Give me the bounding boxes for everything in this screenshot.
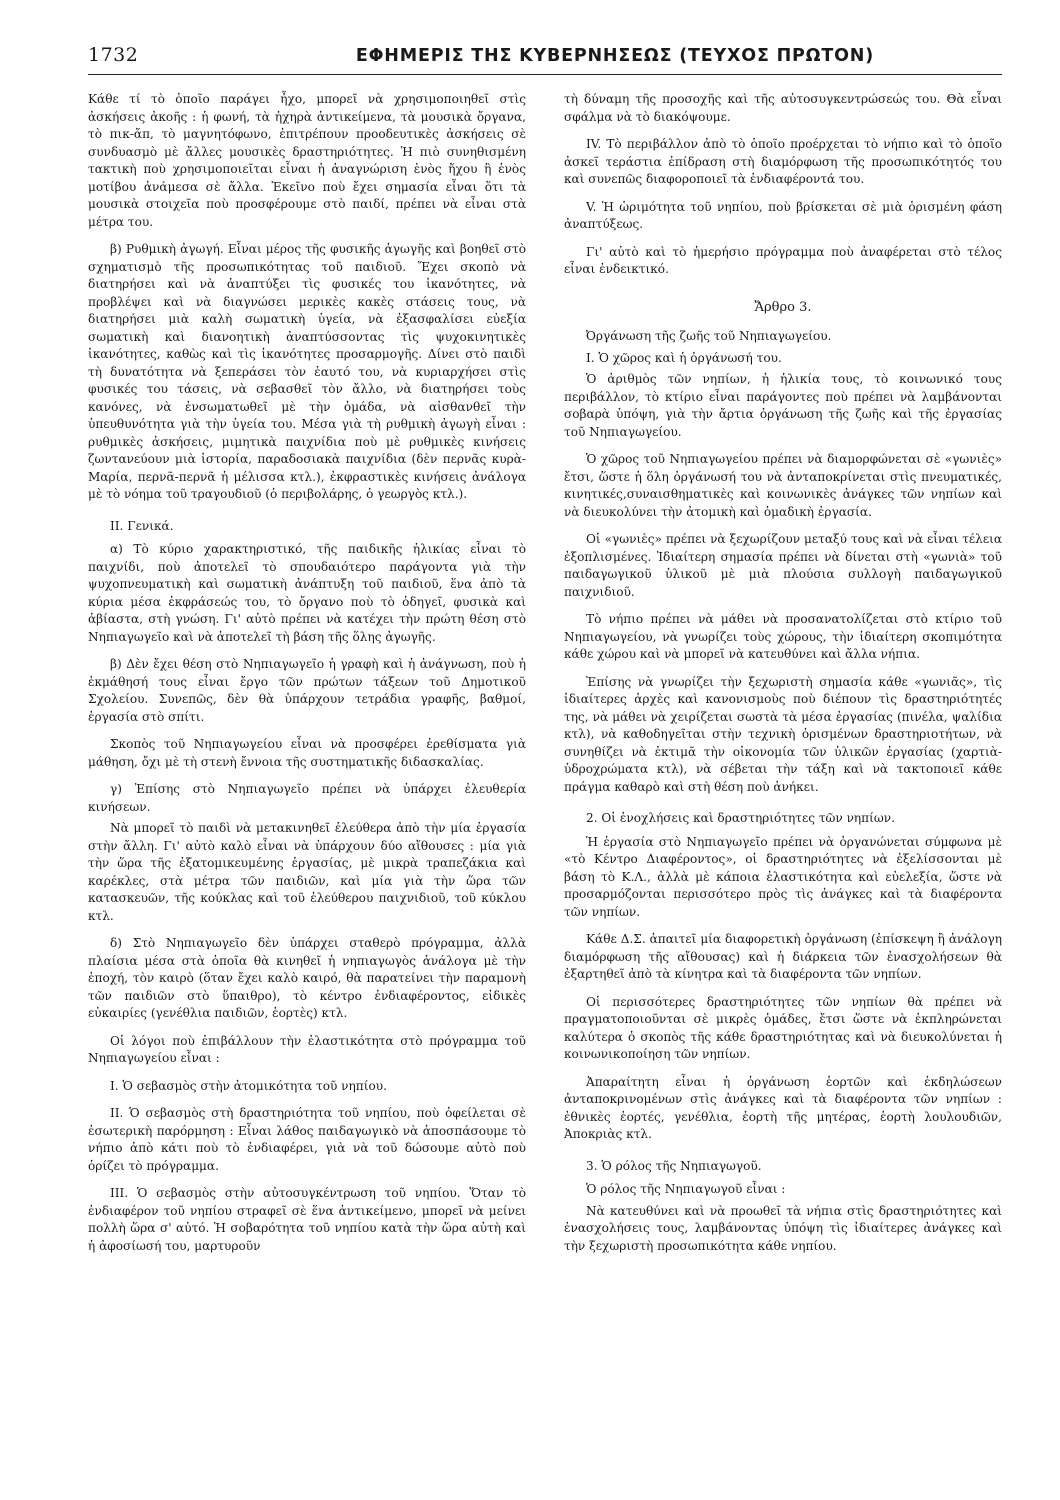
paragraph: β) Ρυθμικὴ ἀγωγή. Εἶναι μέρος τῆς φυσικῆς ἀγωγῆς καὶ βοηθεῖ στὸ σχηματισμὸ τῆς προσωπικότητας τοῦ παιδιοῦ. Ἔχει σκοπὸ νὰ διατηρήσει καὶ νὰ ἀναπτύξει τὶς φυσικές του ἱκανότητες, νὰ προβλέψει καὶ νὰ διαγνώσει μερικὲς κακὲς στάσεις τους, νὰ διατηρήσει μιὰ καλὴ σωματικὴ ὑγεία, νὰ ἐξασφαλίσει εὐεξία σωματικὴ καὶ διανοητικὴ ἀναπτύσσοντας τὶς ψυχοκινητικὲς ἱκανότητες, καθὼς καὶ τὶς ἱκανότητες προσαρμογῆς. Δίνει στὸ παιδὶ τὴ δυνατότητα νὰ ξεπεράσει τὸν ἑαυτό του, νὰ κυριαρχήσει στὶς φυσικές του τάσεις, νὰ σεβασθεῖ τὸν ἄλλο, νὰ διατηρήσει τοὺς κανόνες, νὰ ἐνσωματωθεῖ μὲ τὴν ὁμάδα, νὰ αἰσθανθεῖ τὴν ὑπευθυνότητα γιὰ τὴν ὑγεία του. Μέσα γιὰ τὴ ρυθμικὴ ἀγωγὴ εἶναι : ρυθμικὲς ἀσκήσεις, μιμητικὰ παιχνίδια ποὺ μὲ ρυθμικὲς κινήσεις ζωντανεύουν μιὰ ἱστορία, παραδοσιακὰ παιχνίδια (δὲν περνᾶς κυρὰ-Μαρία, περνᾶ-περνᾶ ἡ μέλισσα κτλ.), ἐκφραστικὲς κινήσεις ἀνάλογα μὲ τὸ νόημα τοῦ τραγουδιοῦ (ὁ περιβολάρης, ὁ γεωργὸς κτλ.). — [88, 242, 526, 501]
paragraph: Κάθε τί τὸ ὁποῖο παράγει ἦχο, μπορεῖ νὰ χρησιμοποιηθεῖ στὶς ἀσκήσεις ἀκοῆς : ἡ φωνή, τὰ ἠχηρὰ ἀντικείμενα, τὰ μουσικὰ ὄργανα, τὸ πικ-ἄπ, τὸ μαγνητόφωνο, ἐπιτρέπουν προοδευτικὲς ἀσκήσεις σὲ συνδυασμὸ μὲ ἄλλες μουσικὲς δραστηριότητες. Ἡ πιὸ συνηθισμένη τακτικὴ ποὺ χρησιμοποιεῖται εἶναι ἡ ἀναγνώριση ἑνὸς ἤχου ἢ ἑνὸς μοτίβου ἀνάμεσα σὲ ἄλλα. Ἐκεῖνο ποὺ ἔχει σημασία εἶναι ὅτι τὰ μουσικὰ στοιχεῖα ποὺ προσφέρουμε στὸ παιδί, πρέπει νὰ εἶναι στὰ μέτρα του. — [88, 92, 526, 229]
paragraph: Ἐπίσης νὰ γνωρίζει τὴν ξεχωριστὴ σημασία κάθε «γωνιᾶς», τὶς ἰδιαίτερες ἀρχὲς καὶ κανονισμοὺς ποὺ διέπουν τὶς δραστηριότητές της, νὰ μάθει νὰ χειρίζεται σωστὰ τὰ μέσα ἐργασίας (πινέλα, ψαλίδια κτλ), νὰ καθοδηγεῖται στὴν τεχνικὴ ὁρισμένων δραστηριοτήτων, νὰ συνηθίζει νὰ ἐκτιμᾶ τὴν οἰκονομία τῶν ὑλικῶν ἐργασίας (χαρτιὰ-ὑδροχρώματα κτλ), νὰ σέβεται τὴν τάξη καὶ νὰ τακτοποιεῖ κάθε πράγμα καθαρὸ καὶ στὴ θέση ποὺ ἀνήκει. — [564, 674, 1002, 794]
subsection-heading: 2. Οἱ ἐνοχλήσεις καὶ δραστηριότητες τῶν νηπίων. — [586, 811, 895, 825]
paragraph: Οἱ λόγοι ποὺ ἐπιβάλλουν τὴν ἐλαστικότητα στὸ πρόγραμμα τοῦ Νηπιαγωγείου εἶναι : — [88, 1033, 526, 1065]
section-heading: Ὀργάνωση τῆς ζωῆς τοῦ Νηπιαγωγείου. — [586, 329, 832, 343]
paragraph: Νὰ μπορεῖ τὸ παιδὶ νὰ μετακινηθεῖ ἐλεύθερα ἀπὸ τὴν μία ἐργασία στὴν ἄλλη. Γι' αὐτὸ καλὸ εἶναι νὰ ὑπάρχουν δύο αἴθουσες : μία γιὰ τὴν ὥρα τῆς ἐξατομικευμένης ἐργασίας, μὲ μικρὰ τραπεζάκια καὶ καρέκλες, στὰ μέτρα τῶν παιδιῶν, καὶ μία γιὰ τὴν ὥρα τῶν κατασκευῶν, τῆς κούκλας καὶ τοῦ ἐλεύθερου παιχνιδιοῦ, τοῦ κύκλου κτλ. — [88, 821, 526, 923]
paragraph: Οἱ «γωνιὲς» πρέπει νὰ ξεχωρίζουν μεταξύ τους καὶ νὰ εἶναι τέλεια ἐξοπλισμένες. Ἰδιαίτερη σημασία πρέπει νὰ δίνεται στὴ «γωνιὰ» τοῦ παιδαγωγικοῦ ὑλικοῦ μὲ μιὰ πλούσια συλλογὴ παιδαγωγικοῦ παιχνιδιοῦ. — [564, 532, 1002, 599]
right-column — [564, 91, 1002, 1265]
paragraph: III. Ὁ σεβασμὸς στὴν αὐτοσυγκέντρωση τοῦ νηπίου. Ὅταν τὸ ἐνδιαφέρον τοῦ νηπίου στραφεῖ σὲ ἕνα ἀντικείμενο, μπορεῖ νὰ μείνει πολλὴ ὥρα σ' αὐτό. Ἡ σοβαρότητα τοῦ νηπίου κατὰ τὴν ὥρα αὐτὴ καὶ ἡ ἀφοσίωσή του, μαρτυροῦν — [88, 1186, 526, 1253]
paragraph: β) Δὲν ἔχει θέση στὸ Νηπιαγωγεῖο ἡ γραφὴ καὶ ἡ ἀνάγνωση, ποὺ ἡ ἐκμάθησή τους εἶναι ἔργο τῶν πρώτων τάξεων τοῦ Δημοτικοῦ Σχολείου. Συνεπῶς, δὲν θὰ ὑπάρχουν τετράδια γραφῆς, βαθμοί, ἐργασία στὸ σπίτι. — [88, 657, 526, 724]
paragraph: Οἱ περισσότερες δραστηριότητες τῶν νηπίων θὰ πρέπει νὰ πραγματοποιοῦνται σὲ μικρὲς ὁμάδες, ἔτσι ὥστε νὰ ἐκπληρώνεται καλύτερα ὁ σκοπὸς τῆς κάθε δραστηριότητας καὶ νὰ διευκολύνεται ἡ κοινωνικοποίηση τῶν νηπίων. — [564, 994, 1002, 1061]
paragraph: IV. Τὸ περιβάλλον ἀπὸ τὸ ὁποῖο προέρχεται τὸ νήπιο καὶ τὸ ὁποῖο ἀσκεῖ τεράστια ἐπίδραση στὴ διαμόρφωση τῆς προσωπικότητός του καὶ συνεπῶς διαφοροποιεῖ τὰ ἐνδιαφέροντά του. — [564, 137, 1002, 186]
paragraph: Ἀπαραίτητη εἶναι ἡ ὀργάνωση ἑορτῶν καὶ ἐκδηλώσεων ἀνταποκρινομένων στὶς ἀνάγκες καὶ τὰ διαφέροντα τῶν νηπίων : ἐθνικὲς ἑορτές, γενέθλια, ἑορτὴ τῆς μητέρας, ἑορτὴ λουλουδιῶν, Ἀποκριὰς κτλ. — [564, 1074, 1002, 1141]
subsection-heading: 3. Ὁ ρόλος τῆς Νηπιαγωγοῦ. — [586, 1158, 762, 1173]
paragraph: Ὁ ἀριθμὸς τῶν νηπίων, ἡ ἡλικία τους, τὸ κοινωνικό τους περιβάλλον, τὸ κτίριο εἶναι παράγοντες ποὺ πρέπει νὰ λαμβάνονται σοβαρὰ ὑπόψη, γιὰ τὴν ἄρτια ὀργάνωση τῆς ζωῆς καὶ τῆς ἐργασίας τοῦ Νηπιαγωγείου. — [564, 372, 1002, 439]
paragraph: Ὁ χῶρος τοῦ Νηπιαγωγείου πρέπει νὰ διαμορφώνεται σὲ «γωνιὲς» ἔτσι, ὥστε ἡ ὅλη ὀργάνωσή του νὰ ἀνταποκρίνεται στὶς πνευματικές, κινητικές,συναισθηματικὲς καὶ κοινωνικὲς ἀνάγκες τῶν νηπίων καὶ νὰ διευκολύνει τὴν ἀτομικὴ καὶ ὁμαδικὴ ἐργασία. — [564, 452, 1002, 519]
paragraph: α) Τὸ κύριο χαρακτηριστικό, τῆς παιδικῆς ἡλικίας εἶναι τὸ παιχνίδι, ποὺ ἀποτελεῖ τὸ σπουδαιότερο παράγοντα γιὰ τὴν ψυχοπνευματικὴ καὶ σωματικὴ ἀνάπτυξη τοῦ παιδιοῦ, ἕνα ἀπὸ τὰ κύρια μέσα ἐκφράσεώς του, τὸ ὄργανο ποὺ τὸ ὁδηγεῖ, φυσικὰ καὶ ἀβίαστα, στὴ γνώση. Γι' αὐτὸ πρέπει νὰ κατέχει τὴν πρώτη θέση στὸ Νηπιαγωγεῖο καὶ νὰ ἀποτελεῖ τὴ βάση τῆς ὅλης ἀγωγῆς. — [88, 542, 526, 644]
paragraph: γ) Ἐπίσης στὸ Νηπιαγωγεῖο πρέπει νὰ ὑπάρχει ἐλευθερία κινήσεων. — [88, 782, 526, 814]
subsection-heading: I. Ὁ χῶρος καὶ ἡ ὀργάνωσή του. — [586, 350, 782, 365]
paragraph: Τὸ νήπιο πρέπει νὰ μάθει νὰ προσανατολίζεται στὸ κτίριο τοῦ Νηπιαγωγείου, νὰ γνωρίζει τοὺς χώρους, τὴν ἰδιαίτερη σκοπιμότητα κάθε χώρου καὶ νὰ μπορεῖ νὰ κατευθύνει καὶ ἄλλα νήπια. — [564, 612, 1002, 661]
paragraph: V. Ἡ ὡριμότητα τοῦ νηπίου, ποὺ βρίσκεται σὲ μιὰ ὁρισμένη φάση ἀναπτύξεως. — [564, 199, 1002, 231]
paragraph: τὴ δύναμη τῆς προσοχῆς καὶ τῆς αὐτοσυγκεντρώσεώς του. Θὰ εἶναι σφάλμα νὰ τὸ διακόψουμε. — [564, 92, 1002, 124]
paragraph: Ἡ ἐργασία στὸ Νηπιαγωγεῖο πρέπει νὰ ὀργανώνεται σύμφωνα μὲ «τὸ Κέντρο Διαφέροντος», οἱ δραστηριότητες νὰ ἐξελίσσονται μὲ βάση τὸ Κ.Λ., ἀλλὰ μὲ κάποια ἐλαστικότητα καὶ εὐελεξία, ὥστε νὰ προσαρμόζονται περισσότερο πρὸς τὶς ἀνάγκες καὶ τὰ διαφέροντα τῶν νηπίων. — [564, 834, 1002, 919]
paragraph: δ) Στὸ Νηπιαγωγεῖο δὲν ὑπάρχει σταθερὸ πρόγραμμα, ἀλλὰ πλαίσια μέσα στὰ ὁποῖα θὰ κινηθεῖ ἡ νηπιαγωγὸς ἀνάλογα μὲ τὴν ἐποχή, τὸν καιρὸ (ὅταν ἔχει καλὸ καιρό, θὰ παρατείνει τὴν παραμονὴ τῶν παιδιῶν στὸ ὕπαιθρο), τὸ κέντρο ἐνδιαφέροντος, εἰδικὲς εὐκαιρίες (γενέθλια παιδιῶν, ἑορτὲς) κτλ. — [88, 936, 526, 1020]
paragraph: II. Ὁ σεβασμὸς στὴ δραστηριότητα τοῦ νηπίου, ποὺ ὀφείλεται σὲ ἐσωτερικὴ παρόρμηση : Εἶναι λάθος παιδαγωγικὸ νὰ ἀποσπάσουμε τὸ νήπιο ἀπὸ κάτι ποὺ τὸ ἐνδιαφέρει, γιὰ νὰ τοῦ δώσουμε αὐτὸ ποὺ ὁρίζει τὸ πρόγραμμα. — [88, 1106, 526, 1173]
paragraph: I. Ὁ σεβασμὸς στὴν ἀτομικότητα τοῦ νηπίου. — [110, 1078, 387, 1093]
paragraph: Ὁ ρόλος τῆς Νηπιαγωγοῦ εἶναι : — [586, 1182, 786, 1196]
paragraph: Κάθε Δ.Σ. ἀπαιτεῖ μία διαφορετικὴ ὀργάνωση (ἐπίσκεψη ἢ ἀνάλογη διαμόρφωση τῆς αἴθουσας) καὶ ἡ διάρκεια τῶν ἐνασχολήσεων θὰ ἐξαρτηθεῖ ἀπὸ τὰ κίνητρα καὶ τὰ διαφέροντα τῶν νηπίων. — [564, 932, 1002, 981]
page-number: 1732 — [88, 44, 139, 66]
paragraph: Γι' αὐτὸ καὶ τὸ ἡμερήσιο πρόγραμμα ποὺ ἀναφέρεται στὸ τέλος εἶναι ἐνδεικτικό. — [564, 244, 1002, 276]
article-heading: Ἄρθρο 3. — [754, 299, 812, 315]
section-heading: II. Γενικά. — [110, 518, 174, 533]
text-columns — [88, 91, 1002, 1265]
gazette-title: ΕΦΗΜΕΡΙΣ ΤΗΣ ΚΥΒΕΡΝΗΣΕΩΣ (ΤΕΥΧΟΣ ΠΡΩΤΟΝ) — [355, 46, 874, 66]
page-header — [88, 44, 1002, 75]
paragraph: Σκοπὸς τοῦ Νηπιαγωγείου εἶναι νὰ προσφέρει ἐρεθίσματα γιὰ μάθηση, ὄχι μὲ τὴ στενὴ ἔννοια τῆς συστηματικῆς διδασκαλίας. — [88, 737, 526, 769]
paragraph: Νὰ κατευθύνει καὶ νὰ προωθεῖ τὰ νήπια στὶς δραστηριότητες καὶ ἐνασχολήσεις τους, λαμβάνοντας ὑπόψη τὶς ἰδιαίτερες ἀνάγκες καὶ τὴν ξεχωριστὴ προσωπικότητα κάθε νηπίου. — [564, 1203, 1002, 1253]
left-column — [88, 91, 526, 1265]
